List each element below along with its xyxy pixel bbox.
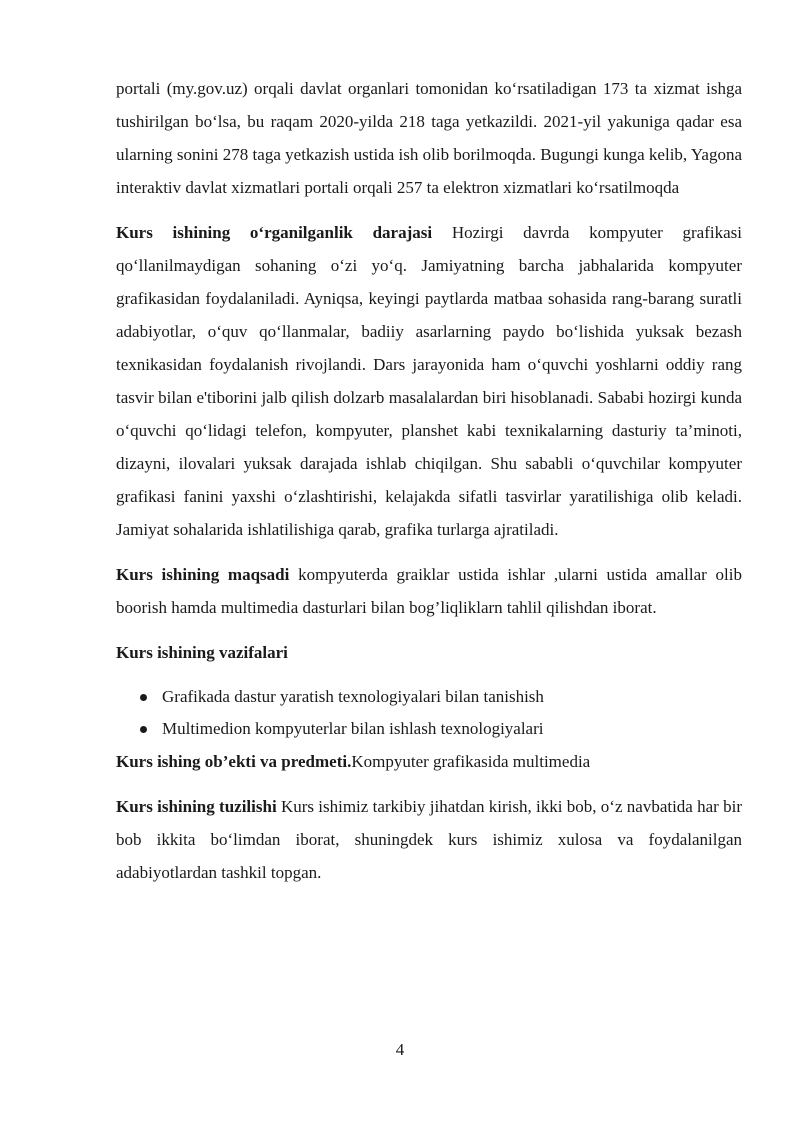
study-level-paragraph	[116, 216, 742, 546]
intro-paragraph: portali (my.gov.uz) orqali davlat organlari tomonidan koʻrsatiladigan 173 ta xizmat ishga tushirilgan boʻlsa, bu raqam 2020-yilda 218 taga yetkazildi. 2021-yil yakuniga qadar esa ularning sonini 278 taga yetkazish ustida ish olib borilmoqda. Bugungi kunga kelib, Yagona interaktiv davlat xizmatlari portali orqali 257 ta elektron xizmatlari koʻrsatilmoqda	[116, 79, 742, 197]
document-page	[116, 72, 742, 901]
list-item	[146, 713, 742, 745]
list-item	[146, 681, 742, 713]
structure-heading: Kurs ishining tuzilishi	[116, 797, 277, 816]
goal-text: kompyuterda graiklar ustida ishlar ,ularni ustida amallar olib boorish hamda multimedia dasturlari bilan bog’liqliklarn tahlil qilishdan iborat.	[116, 565, 743, 617]
tasks-heading: Kurs ishining vazifalari	[116, 643, 288, 662]
task-item-text: Multimedion kompyuterlar bilan ishlash texnologiyalari	[162, 719, 544, 738]
object-heading: Kurs ishing ob’ekti va predmeti.	[116, 752, 352, 771]
bullet-icon	[140, 726, 147, 733]
structure-paragraph	[116, 790, 742, 889]
study-level-heading: Kurs ishining oʻrganilganlik darajasi	[116, 223, 433, 242]
goal-paragraph	[116, 558, 742, 624]
object-paragraph	[116, 745, 742, 778]
task-item-text: Grafikada dastur yaratish texnologiyalari bilan tanishish	[162, 687, 544, 706]
bullet-icon	[140, 694, 147, 701]
tasks-list	[116, 681, 742, 745]
study-level-text: Hozirgi davrda kompyuter grafikasi qoʻllanilmaydigan sohaning oʻzi yoʻq. Jamiyatning barcha jabhalarida kompyuter grafikasidan foydalaniladi. Ayniqsa, keyingi paytlarda matbaa sohasida rang-barang suratli adabiyotlar, oʻquv qoʻllanmalar, badiiy asarlarning paydo boʻlishida yuksak bezash texnikasidan foydalanish rivojlandi. Dars jarayonida ham oʻquvchi yoshlarni oddiy rang tasvir bilan e'tiborini jalb qilish dolzarb masalalardan biri hisoblanadi. Sababi hozirgi kunda oʻquvchi qoʻlidagi telefon, kompyuter, planshet kabi texnikalarning dasturiy ta’minoti, dizayni, ilovalari yuksak darajada ishlab chiqilgan. Shu sababli oʻquvchilar kompyuter grafikasi fanini yaxshi oʻzlashtirishi, kelajakda sifatli tasvirlar yaratilishiga olib keladi. Jamiyat sohalarida ishlatilishiga qarab, grafika turlarga ajratiladi.	[116, 223, 742, 539]
object-text: Kompyuter grafikasida multimedia	[351, 752, 591, 771]
structure-text: Kurs ishimiz tarkibiy jihatdan kirish, ikki bob, oʻz navbatida har bir bob ikkita boʻlimdan iborat, shuningdek kurs ishimiz xulosa va foydalanilgan adabiyotlardan tashkil topgan.	[116, 797, 742, 882]
page-number: 4	[395, 1040, 405, 1059]
goal-heading: Kurs ishining maqsadi	[116, 565, 290, 584]
